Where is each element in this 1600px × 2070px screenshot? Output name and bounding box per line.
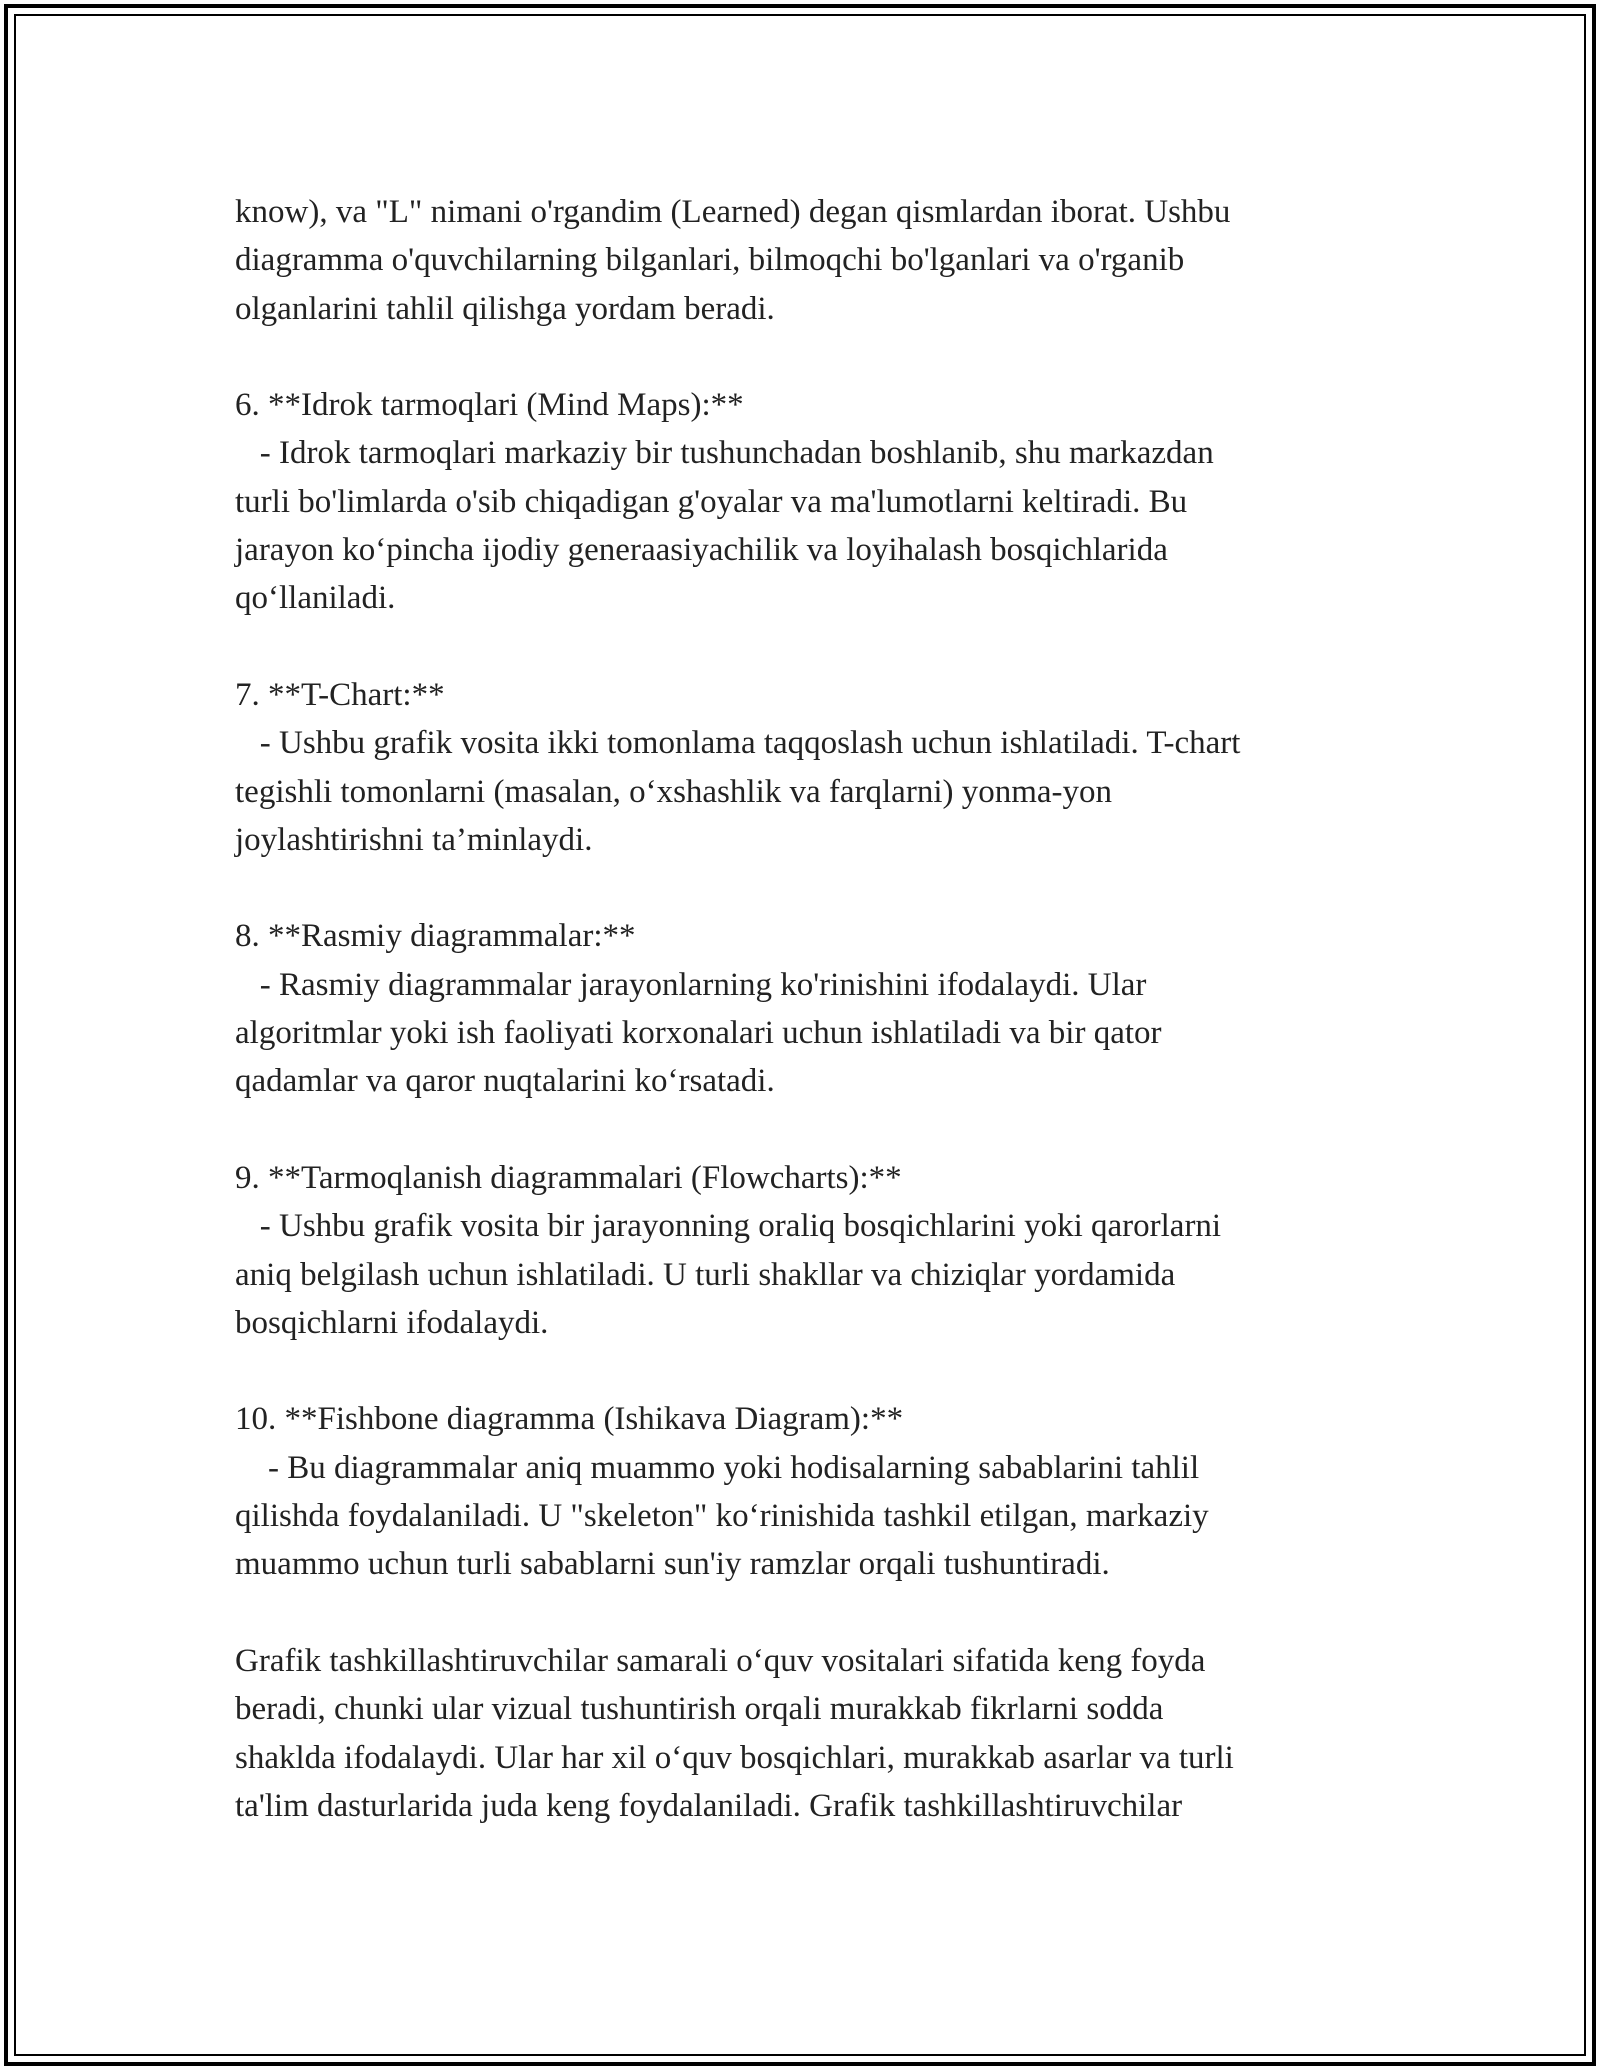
text-line: know), va "L" nimani o'rgandim (Learned) degan qismlardan iborat. Ushbu — [235, 194, 1231, 230]
text-line: qadamlar va qaror nuqtalarini ko‘rsatadi. — [235, 1063, 775, 1100]
blank-line — [235, 333, 1385, 381]
list-item-heading: 8. **Rasmiy diagrammalar:** — [235, 918, 636, 955]
text-line: algoritmlar yoki ish faoliyati korxonalari uchun ishlatiladi va bir qator — [235, 1015, 1162, 1052]
paragraph-conclusion — [235, 1637, 1385, 1830]
text-line: muammo uchun turli sabablarni sun'iy ramzlar orqali tushuntiradi. — [235, 1546, 1110, 1583]
text-line: tegishli tomonlarni (masalan, o‘xshashlik va farqlarni) yonma-yon — [235, 773, 1113, 810]
text-line: aniq belgilash uchun ishlatiladi. U turli shakllar va chiziqlar yordamida — [235, 1256, 1176, 1293]
text-line: Grafik tashkillashtiruvchilar samarali o‘quv vositalari sifatida keng foyda — [235, 1642, 1206, 1679]
document-body — [235, 188, 1385, 1830]
blank-line — [235, 1347, 1385, 1395]
text-line: qilishda foydalaniladi. U "skeleton" ko‘rinishida tashkil etilgan, markaziy — [235, 1498, 1209, 1535]
text-line: - Ushbu grafik vosita bir jarayonning oraliq bosqichlarini yoki qarorlarni — [235, 1208, 1222, 1245]
text-line: beradi, chunki ular vizual tushuntirish orqali murakkab fikrlarni sodda — [235, 1691, 1164, 1728]
text-line: qo‘llaniladi. — [235, 580, 396, 617]
text-line: - Idrok tarmoqlari markaziy bir tushunchadan boshlanib, shu markazdan — [235, 435, 1214, 472]
blank-line — [235, 623, 1385, 671]
text-line: - Ushbu grafik vosita ikki tomonlama taqqoslash uchun ishlatiladi. T-chart — [235, 725, 1241, 762]
text-line: shaklda ifodalaydi. Ular har xil o‘quv bosqichlari, murakkab asarlar va turli — [235, 1739, 1234, 1776]
text-line: joylashtirishni ta’minlaydi. — [235, 821, 593, 858]
text-line: turli bo'limlarda o'sib chiqadigan g'oyalar va ma'lumotlarni keltiradi. Bu — [235, 483, 1188, 520]
list-item-9-flowcharts — [235, 1154, 1385, 1347]
list-item-heading: 10. **Fishbone diagramma (Ishikava Diagram):** — [235, 1401, 904, 1438]
text-line: olganlarini tahlil qilishga yordam beradi. — [235, 290, 775, 327]
text-line: - Rasmiy diagrammalar jarayonlarning ko'rinishini ifodalaydi. Ular — [235, 966, 1147, 1003]
blank-line — [235, 864, 1385, 912]
text-line: jarayon ko‘pincha ijodiy generaasiyachilik va loyihalash bosqichlarida — [235, 532, 1168, 569]
list-item-heading: 7. **T-Chart:** — [235, 676, 445, 713]
list-item-6-mind-maps — [235, 381, 1385, 622]
blank-line — [235, 1589, 1385, 1637]
text-line: - Bu diagrammalar aniq muammo yoki hodisalarning sabablarini tahlil — [235, 1449, 1200, 1486]
paragraph-kwl-continuation — [235, 188, 1385, 333]
list-item-heading: 9. **Tarmoqlanish diagrammalari (Flowcharts):** — [235, 1159, 902, 1196]
text-line: ta'lim dasturlarida juda keng foydalaniladi. Grafik tashkillashtiruvchilar — [235, 1787, 1183, 1824]
list-item-7-t-chart — [235, 671, 1385, 864]
list-item-heading: 6. **Idrok tarmoqlari (Mind Maps):** — [235, 387, 744, 424]
text-line: diagramma o'quvchilarning bilganlari, bilmoqchi bo'lganlari va o'rganib — [235, 242, 1185, 279]
list-item-10-fishbone — [235, 1395, 1385, 1588]
text-line: bosqichlarni ifodalaydi. — [235, 1304, 549, 1341]
list-item-8-rasmiy-diagrammalar — [235, 912, 1385, 1105]
blank-line — [235, 1106, 1385, 1154]
